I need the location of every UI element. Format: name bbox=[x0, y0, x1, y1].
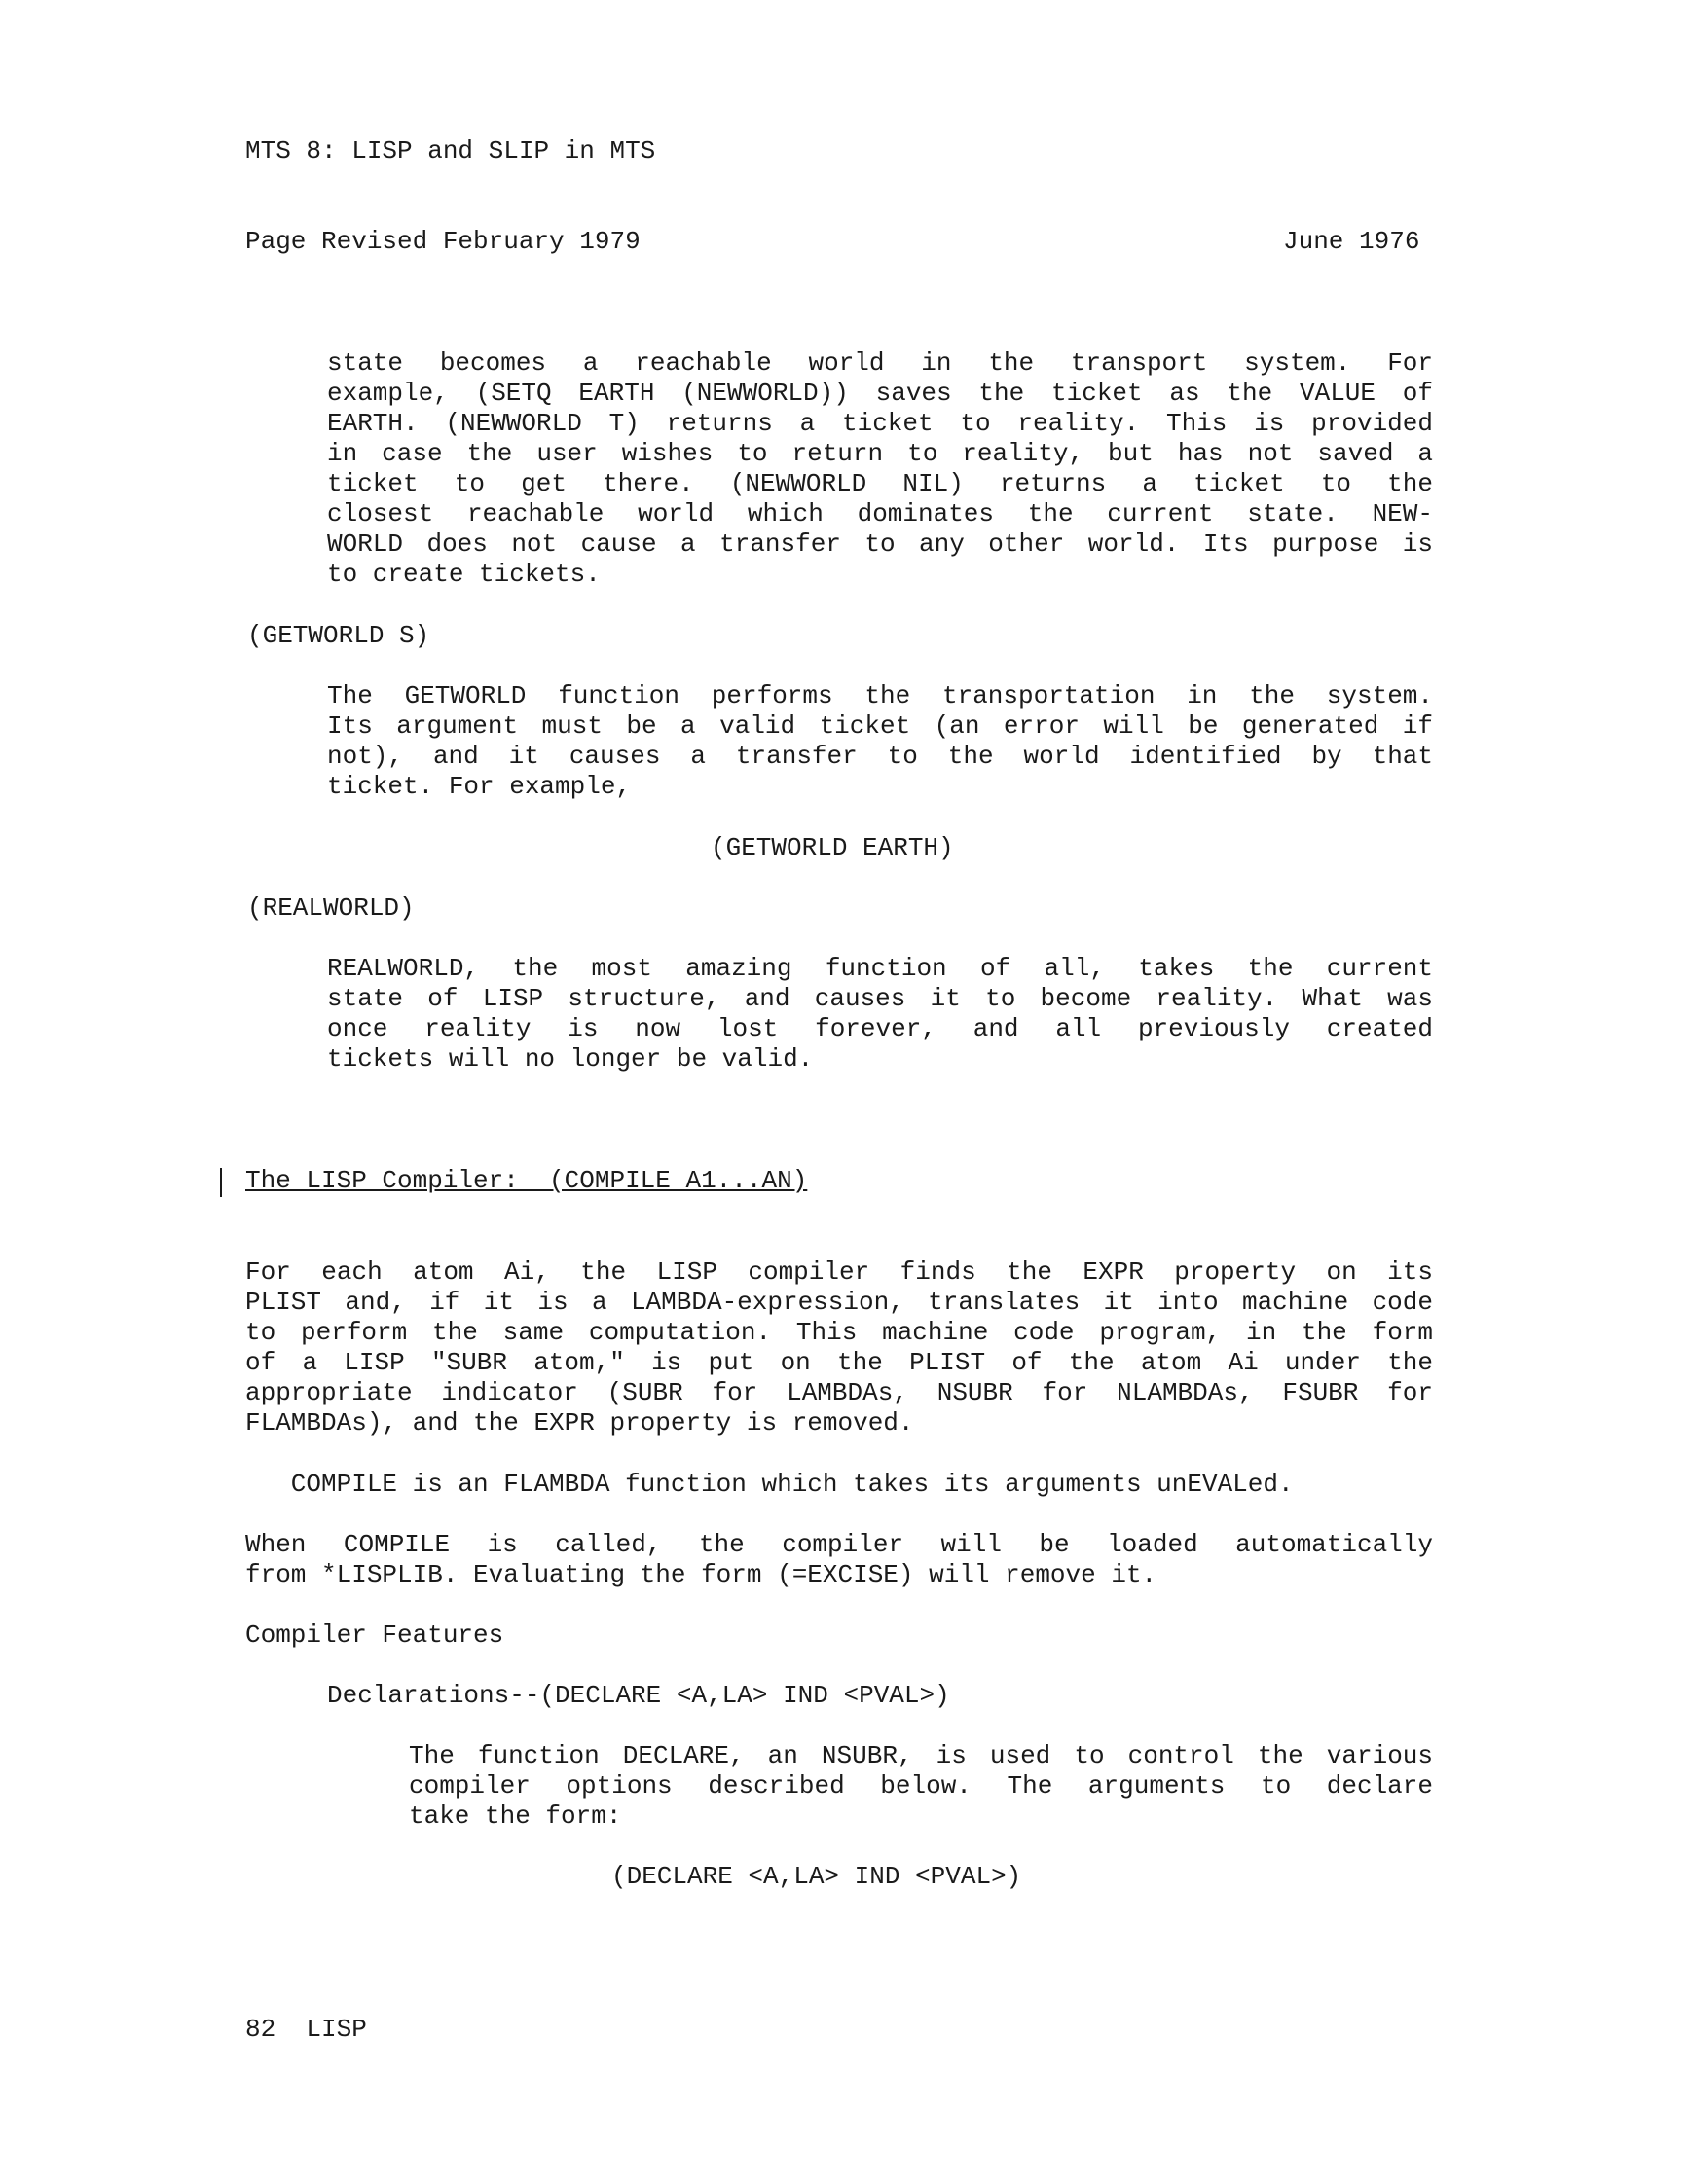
text-line: example, (SETQ EARTH (NEWWORLD)) saves the ticket as the VALUE of bbox=[327, 379, 1433, 408]
realworld-description bbox=[327, 954, 1433, 1074]
text-line: closest reachable world which dominates the current state. NEW- bbox=[327, 499, 1433, 528]
compiler-features-heading: Compiler Features bbox=[245, 1620, 504, 1650]
text-line: in case the user wishes to return to reality, but has not saved a bbox=[327, 439, 1433, 468]
text-line: to create tickets. bbox=[327, 560, 601, 589]
getworld-description bbox=[327, 681, 1433, 802]
getworld-heading: (GETWORLD S) bbox=[247, 621, 430, 650]
compiler-paragraph-2: COMPILE is an FLAMBDA function which takes its arguments unEVALed. bbox=[245, 1470, 1294, 1499]
text-line: EARTH. (NEWWORLD T) returns a ticket to reality. This is provided bbox=[327, 409, 1433, 438]
text-line: The GETWORLD function performs the transportation in the system. bbox=[327, 681, 1433, 710]
text-line: REALWORLD, the most amazing function of all, takes the current bbox=[327, 954, 1433, 983]
running-header-title: MTS 8: LISP and SLIP in MTS bbox=[245, 136, 656, 165]
edition-date: June 1976 bbox=[1283, 227, 1420, 256]
page-footer: 82 LISP bbox=[245, 2015, 367, 2044]
revision-note: Page Revised February 1979 bbox=[245, 227, 641, 256]
text-line: from *LISPLIB. Evaluating the form (=EXCISE) will remove it. bbox=[245, 1560, 1157, 1589]
change-bar bbox=[220, 1168, 222, 1197]
text-line: WORLD does not cause a transfer to any other world. Its purpose is bbox=[327, 529, 1433, 559]
section-title: The LISP Compiler: (COMPILE A1...AN) bbox=[245, 1166, 808, 1195]
realworld-heading: (REALWORLD) bbox=[247, 893, 415, 923]
compiler-paragraph-3 bbox=[245, 1530, 1433, 1590]
text-line: of a LISP "SUBR atom," is put on the PLIST of the atom Ai under the bbox=[245, 1348, 1433, 1377]
text-line: not), and it causes a transfer to the world identified by that bbox=[327, 742, 1433, 771]
text-line: PLIST and, if it is a LAMBDA-expression, translates it into machine code bbox=[245, 1288, 1433, 1317]
text-line: take the form: bbox=[409, 1802, 622, 1831]
text-line: For each atom Ai, the LISP compiler finds the EXPR property on its bbox=[245, 1257, 1433, 1287]
text-line: The function DECLARE, an NSUBR, is used to control the various bbox=[409, 1741, 1433, 1770]
text-line: to perform the same computation. This machine code program, in the form bbox=[245, 1318, 1433, 1347]
declarations-heading: Declarations--(DECLARE <A,LA> IND <PVAL>) bbox=[327, 1681, 950, 1710]
declare-form-example: (DECLARE <A,LA> IND <PVAL>) bbox=[611, 1862, 1022, 1891]
text-line: compiler options described below. The arguments to declare bbox=[409, 1771, 1433, 1801]
text-line: tickets will no longer be valid. bbox=[327, 1044, 814, 1074]
text-line: FLAMBDAs), and the EXPR property is removed. bbox=[245, 1408, 914, 1438]
text-line: state becomes a reachable world in the transport system. For bbox=[327, 348, 1433, 378]
newworld-description bbox=[327, 348, 1433, 590]
text-line: appropriate indicator (SUBR for LAMBDAs, NSUBR for NLAMBDAs, FSUBR for bbox=[245, 1378, 1433, 1407]
declare-description bbox=[409, 1741, 1433, 1832]
text-line: When COMPILE is called, the compiler will be loaded automatically bbox=[245, 1530, 1433, 1559]
text-line: once reality is now lost forever, and all previously created bbox=[327, 1014, 1433, 1043]
text-line: Its argument must be a valid ticket (an error will be generated if bbox=[327, 711, 1433, 741]
text-line: ticket to get there. (NEWWORLD NIL) returns a ticket to the bbox=[327, 469, 1433, 498]
text-line: state of LISP structure, and causes it to become reality. What was bbox=[327, 984, 1433, 1013]
text-line: ticket. For example, bbox=[327, 772, 632, 801]
getworld-example: (GETWORLD EARTH) bbox=[711, 833, 954, 862]
compiler-paragraph-1 bbox=[245, 1257, 1433, 1438]
